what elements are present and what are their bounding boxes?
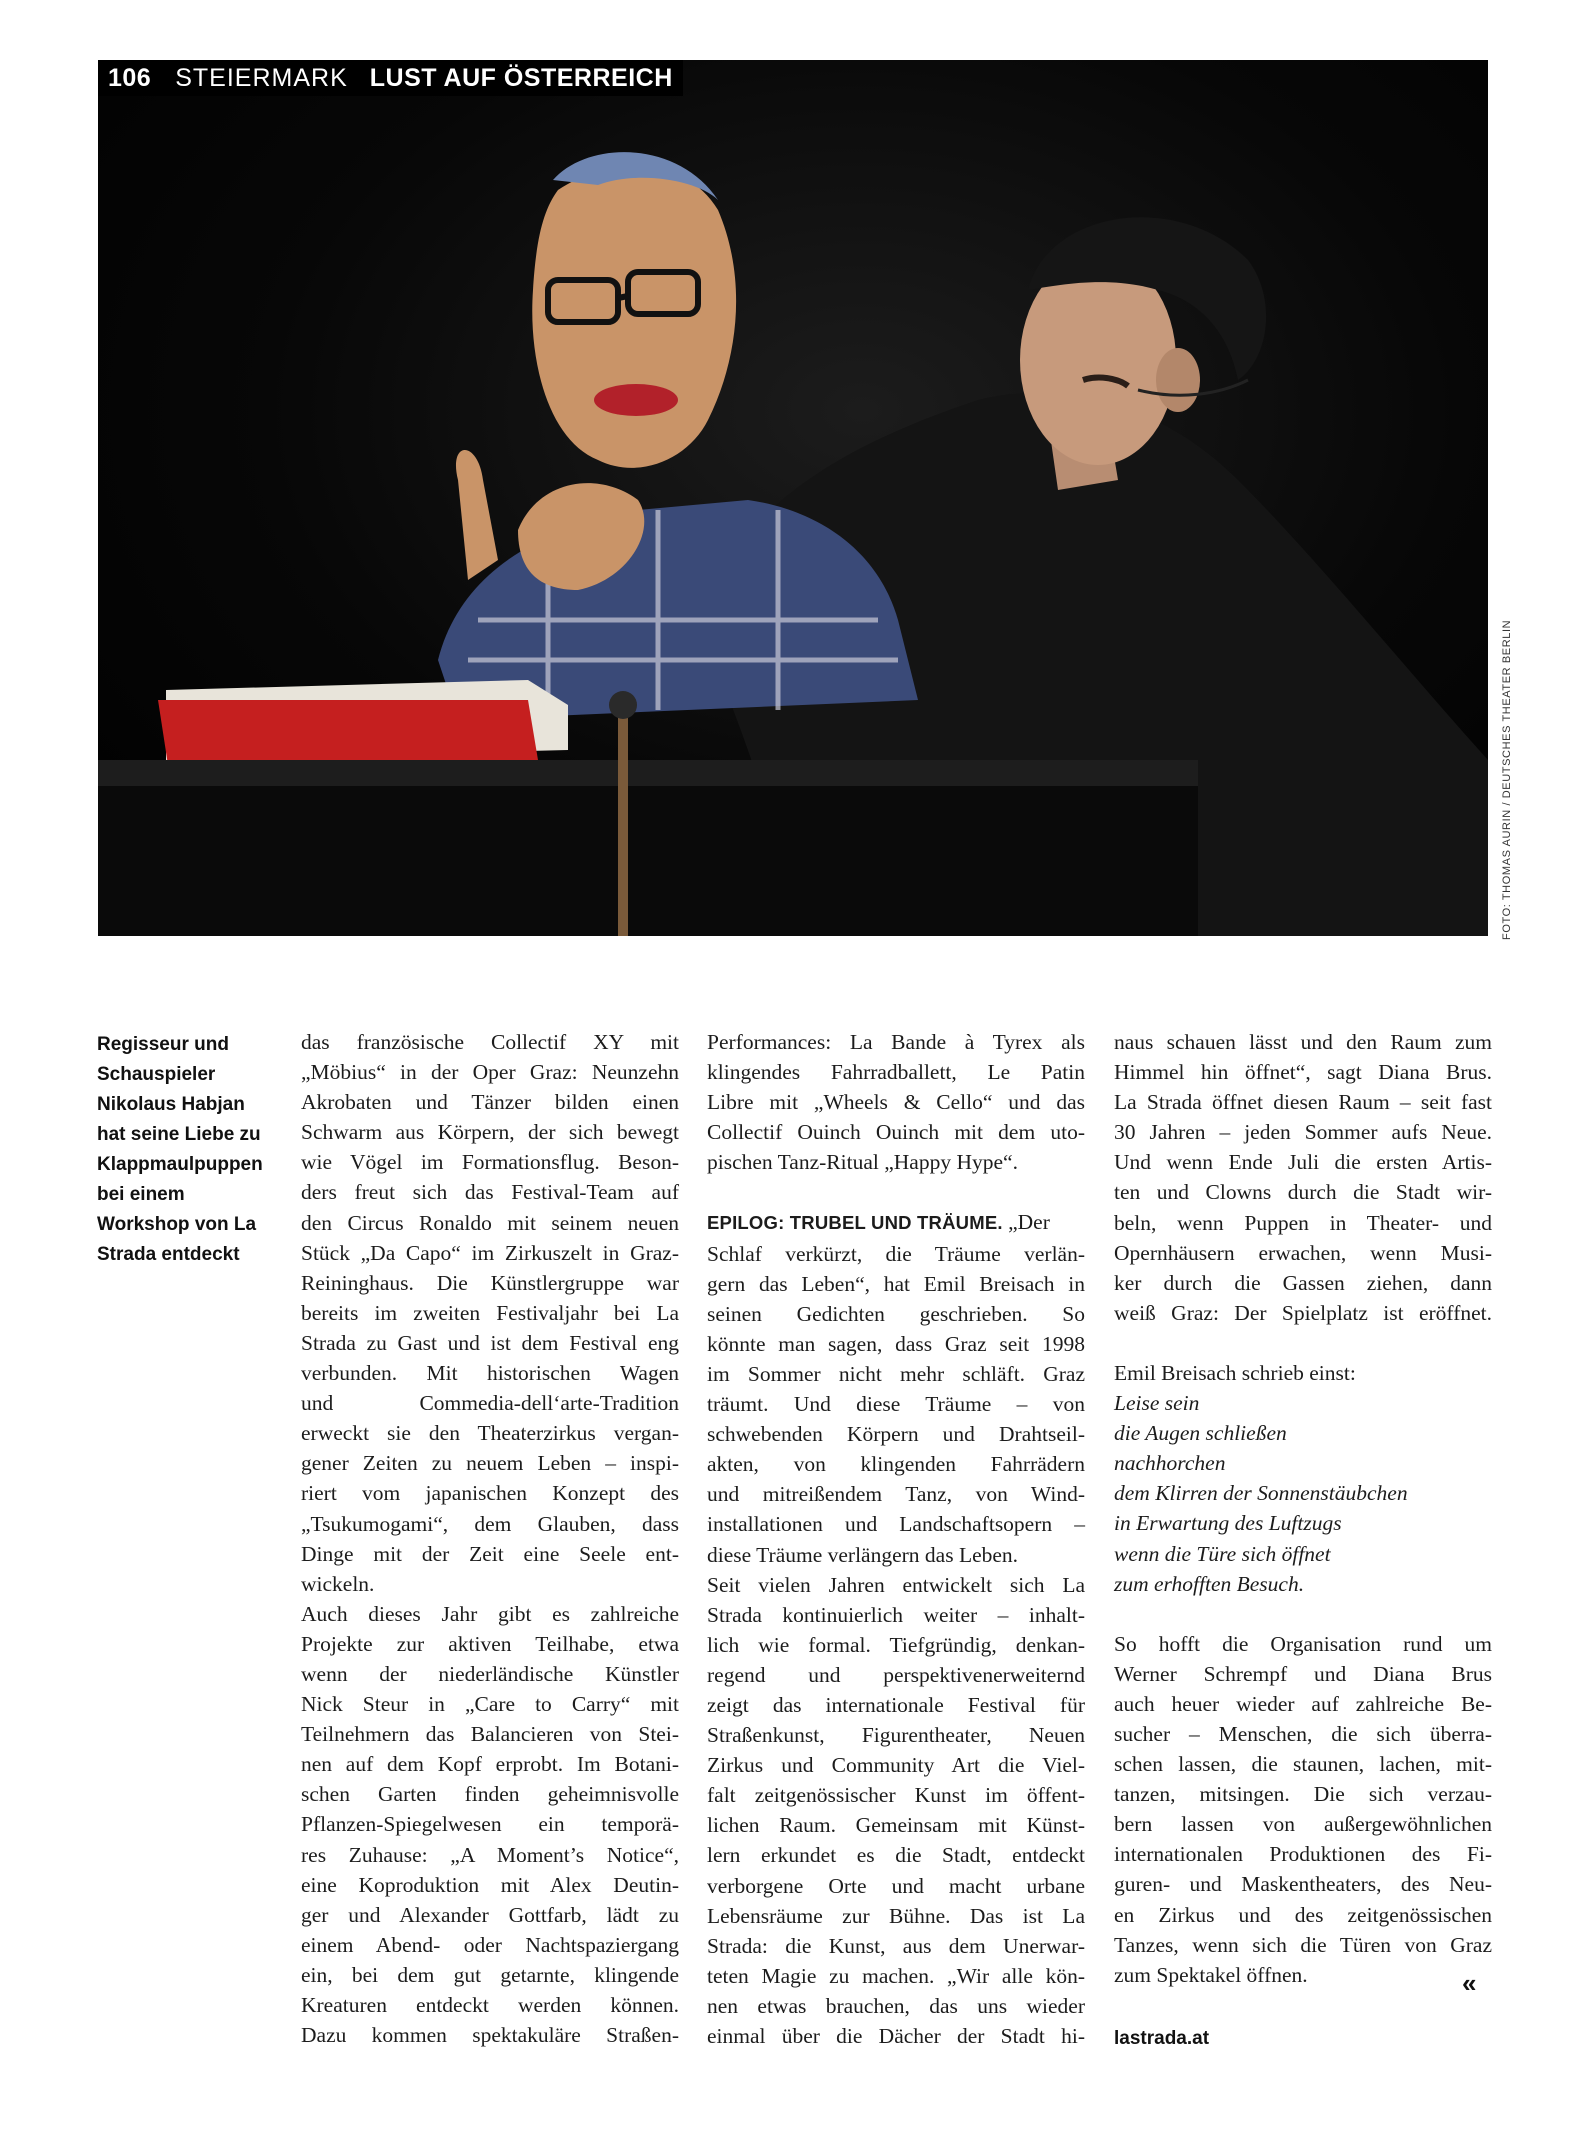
text-line: bereits im zweiten Festivaljahr bei La [301, 1300, 679, 1325]
text-line: Strada: die Kunst, aus dem Unerwar- [707, 1933, 1085, 1958]
text-line: Dinge mit der Zeit eine Seele ent- [301, 1541, 679, 1566]
caption-line: Regisseur und [97, 1034, 229, 1055]
article-column-2 [707, 1027, 1085, 2051]
text-line: träumt. Und diese Träume – von [707, 1392, 1085, 1417]
text-line: verbunden. Mit historischen Wagen [301, 1361, 679, 1386]
text-line: gern das Leben“, hat Emil Breisach in [707, 1271, 1085, 1296]
article-column-1 [301, 1027, 679, 2050]
page-number: 106 [108, 63, 152, 92]
text-line: auch heuer wieder auf zahlreiche Be- [1114, 1691, 1492, 1716]
text-line: Werner Schrempf und Diana Brus [1114, 1661, 1492, 1686]
text-line: „Möbius“ in der Oper Graz: Neunzehn [301, 1060, 679, 1085]
text-line: Straßenkunst, Figurentheater, Neuen [707, 1723, 1085, 1748]
text-line: ten und Clowns durch die Stadt wir- [1114, 1180, 1492, 1205]
caption-line: Workshop von La [97, 1214, 257, 1235]
text-line: schwebenden Körpern und Drahtseil- [707, 1422, 1085, 1447]
text-line: schen lassen, die staunen, lachen, mit- [1114, 1752, 1492, 1777]
text-line: im Sommer nicht mehr schläft. Graz [707, 1361, 1085, 1386]
poem-intro: Emil Breisach schrieb einst: [1114, 1360, 1356, 1385]
text-line: weiß Graz: Der Spielplatz ist eröffnet. [1114, 1300, 1492, 1325]
poem-line: die Augen schließen [1114, 1421, 1287, 1446]
text-line: Schwarm aus Körpern, der sich bewegt [301, 1120, 679, 1145]
text-line: Zirkus und Community Art die Viel- [707, 1753, 1085, 1778]
text-line: nen etwas brauchen, das uns wieder [707, 1993, 1085, 2018]
poem-line: Leise sein [1114, 1391, 1200, 1416]
caption-line: Nikolaus Habjan [97, 1094, 245, 1115]
text-line: Nick Steur in „Care to Carry“ mit [301, 1692, 679, 1717]
text-line: eine Koproduktion mit Alex Deutin- [301, 1872, 679, 1897]
text-line: wickeln. [301, 1571, 375, 1596]
photo-credit: FOTO: THOMAS AURIN / DEUTSCHES THEATER BERLIN [1501, 619, 1513, 940]
text-line: pischen Tanz-Ritual „Happy Hype“. [707, 1150, 1018, 1175]
text-line: „Der [1002, 1210, 1050, 1235]
text-line: Tanzes, wenn sich die Türen von Graz [1114, 1932, 1492, 1957]
text-line: erweckt sie den Theaterzirkus vergan- [301, 1421, 679, 1446]
text-line: Dazu kommen spektakuläre Straßen- [301, 2023, 679, 2048]
article-column-3 [1114, 1027, 1492, 1990]
caption-line: Strada entdeckt [97, 1244, 240, 1265]
text-line: Strada kontinuierlich weiter – inhalt- [707, 1602, 1085, 1627]
text-line: Kreaturen entdeckt werden können. [301, 1993, 679, 2017]
text-line: Projekte zur aktiven Teilhabe, etwa [301, 1631, 679, 1656]
text-line: Und wenn Ende Juli die ersten Artis- [1114, 1150, 1492, 1175]
text-line: Seit vielen Jahren entwickelt sich La [707, 1572, 1085, 1597]
text-line: teten Magie zu machen. „Wir alle kön- [707, 1963, 1085, 1988]
text-line: Pflanzen-Spiegelwesen ein temporä- [301, 1812, 679, 1837]
text-line: Strada zu Gast und ist dem Festival eng [301, 1330, 679, 1355]
text-line: lern erkundet es die Stadt, entdeckt [707, 1843, 1085, 1868]
text-line: den Circus Ronaldo mit seinem neuen [301, 1210, 679, 1235]
caption-line: hat seine Liebe zu [97, 1124, 261, 1145]
section-label: STEIERMARK [175, 63, 348, 92]
text-line: nen auf dem Kopf erprobt. Im Botani- [301, 1752, 679, 1777]
caption-line: Schauspieler [97, 1064, 216, 1085]
text-line: „Tsukumogami“, dem Glauben, dass [301, 1511, 679, 1536]
text-line: und mitreißendem Tanz, von Wind- [707, 1482, 1085, 1507]
text-line: lich wie formal. Tiefgründig, denkan- [707, 1632, 1085, 1657]
text-line: 30 Jahren – jeden Sommer aufs Neue. [1114, 1120, 1492, 1145]
text-line: guren- und Maskentheaters, des Neu- [1114, 1872, 1492, 1897]
text-line: So hofft die Organisation rund um [1114, 1631, 1492, 1656]
text-line: zum Spektakel öffnen. [1114, 1962, 1308, 1987]
text-line: internationalen Produktionen des Fi- [1114, 1842, 1492, 1867]
end-mark-icon: « [1462, 1968, 1477, 1998]
text-line: verborgene Orte und macht urbane [707, 1873, 1085, 1898]
poem-line: nachhorchen [1114, 1451, 1226, 1476]
text-line: diese Träume verlängern das Leben. [707, 1542, 1019, 1567]
poem-line: wenn die Türe sich öffnet [1114, 1541, 1331, 1566]
text-line: Stück „Da Capo“ im Zirkuszelt in Graz- [301, 1240, 679, 1265]
text-line: ders freut sich das Festival-Team auf [301, 1180, 679, 1205]
text-line: das französische Collectif XY mit [301, 1030, 679, 1054]
text-line: Collectif Ouinch Ouinch mit dem uto- [707, 1120, 1085, 1145]
text-line: seinen Gedichten geschrieben. So [707, 1301, 1085, 1326]
text-line: Teilnehmern das Balancieren von Stei- [301, 1722, 679, 1747]
text-line: beln, wenn Puppen in Theater- und [1114, 1210, 1492, 1235]
text-line: zeigt das internationale Festival für [707, 1692, 1085, 1717]
text-line: gener Zeiten zu neuem Leben – inspi- [301, 1451, 679, 1476]
hero-photo [98, 60, 1488, 936]
text-line: Lebensräume zur Bühne. Das ist La [707, 1903, 1085, 1928]
text-line: falt zeitgenössischer Kunst im öffent- [707, 1783, 1085, 1808]
magazine-title: LUST AUF ÖSTERREICH [369, 63, 673, 92]
text-line: bern lassen von außergewöhnlichen [1114, 1812, 1492, 1837]
text-line: und Commedia-dell‘arte-Tradition [301, 1391, 679, 1416]
text-line: ger und Alexander Gottfarb, lädt zu [301, 1902, 679, 1927]
text-line: wenn der niederländische Künstler [301, 1661, 679, 1686]
text-line: Himmel hin öffnet“, sagt Diana Brus. [1114, 1060, 1492, 1085]
text-line: wie Vögel im Formationsflug. Beson- [301, 1150, 679, 1175]
text-line: Auch dieses Jahr gibt es zahlreiche [301, 1601, 679, 1626]
text-line: klingendes Fahrradballett, Le Patin [707, 1060, 1085, 1085]
text-line: riert vom japanischen Konzept des [301, 1481, 679, 1506]
text-line: Opernhäusern erwachen, wenn Musi- [1114, 1240, 1492, 1265]
stage-illustration [98, 60, 1488, 936]
page-header [98, 60, 683, 96]
photo-caption [97, 1030, 277, 1270]
website-link[interactable]: lastrada.at [1114, 2028, 1210, 2049]
poem-line: in Erwartung des Luftzugs [1114, 1511, 1342, 1536]
text-line: Akrobaten und Tänzer bilden einen [301, 1090, 679, 1115]
text-line: La Strada öffnet diesen Raum – seit fast [1114, 1090, 1492, 1115]
text-line: installationen und Landschaftsopern – [707, 1512, 1085, 1537]
text-line: akten, von klingenden Fahrrädern [707, 1452, 1085, 1477]
subhead-line [707, 1207, 1085, 1238]
text-line: res Zuhause: „A Moment’s Notice“, [301, 1842, 679, 1867]
text-line: en Zirkus und des zeitgenössischen [1114, 1902, 1492, 1927]
text-line: einem Abend- oder Nachtspaziergang [301, 1932, 679, 1957]
text-line: tanzen, mitsingen. Die sich verzau- [1114, 1782, 1492, 1807]
text-line: sucher – Menschen, die sich überra- [1114, 1721, 1492, 1746]
caption-line: Klappmaulpuppen [97, 1154, 263, 1175]
text-line: ker durch die Gassen ziehen, dann [1114, 1270, 1492, 1295]
text-line: Schlaf verkürzt, die Träume verlän- [707, 1241, 1085, 1266]
text-line: Libre mit „Wheels & Cello“ und das [707, 1090, 1085, 1115]
poem-line: dem Klirren der Sonnenstäubchen [1114, 1481, 1408, 1506]
text-line: Reininghaus. Die Künstlergruppe war [301, 1270, 679, 1295]
text-line: könnte man sagen, dass Graz seit 1998 [707, 1331, 1085, 1356]
text-line: Performances: La Bande à Tyrex als [707, 1030, 1085, 1054]
caption-line: bei einem [97, 1184, 185, 1205]
text-line: ein, bei dem gut getarnte, klingende [301, 1962, 679, 1987]
text-line: lichen Raum. Gemeinsam mit Künst- [707, 1813, 1085, 1838]
text-line: schen Garten finden geheimnisvolle [301, 1782, 679, 1807]
poem-line: zum erhofften Besuch. [1114, 1571, 1305, 1596]
text-line: regend und perspektivenerweiternd [707, 1662, 1085, 1687]
text-line: einmal über die Dächer der Stadt hi- [707, 2024, 1085, 2048]
text-line: naus schauen lässt und den Raum zum [1114, 1030, 1492, 1054]
section-subhead: EPILOG: TRUBEL UND TRÄUME. [707, 1212, 1003, 1234]
